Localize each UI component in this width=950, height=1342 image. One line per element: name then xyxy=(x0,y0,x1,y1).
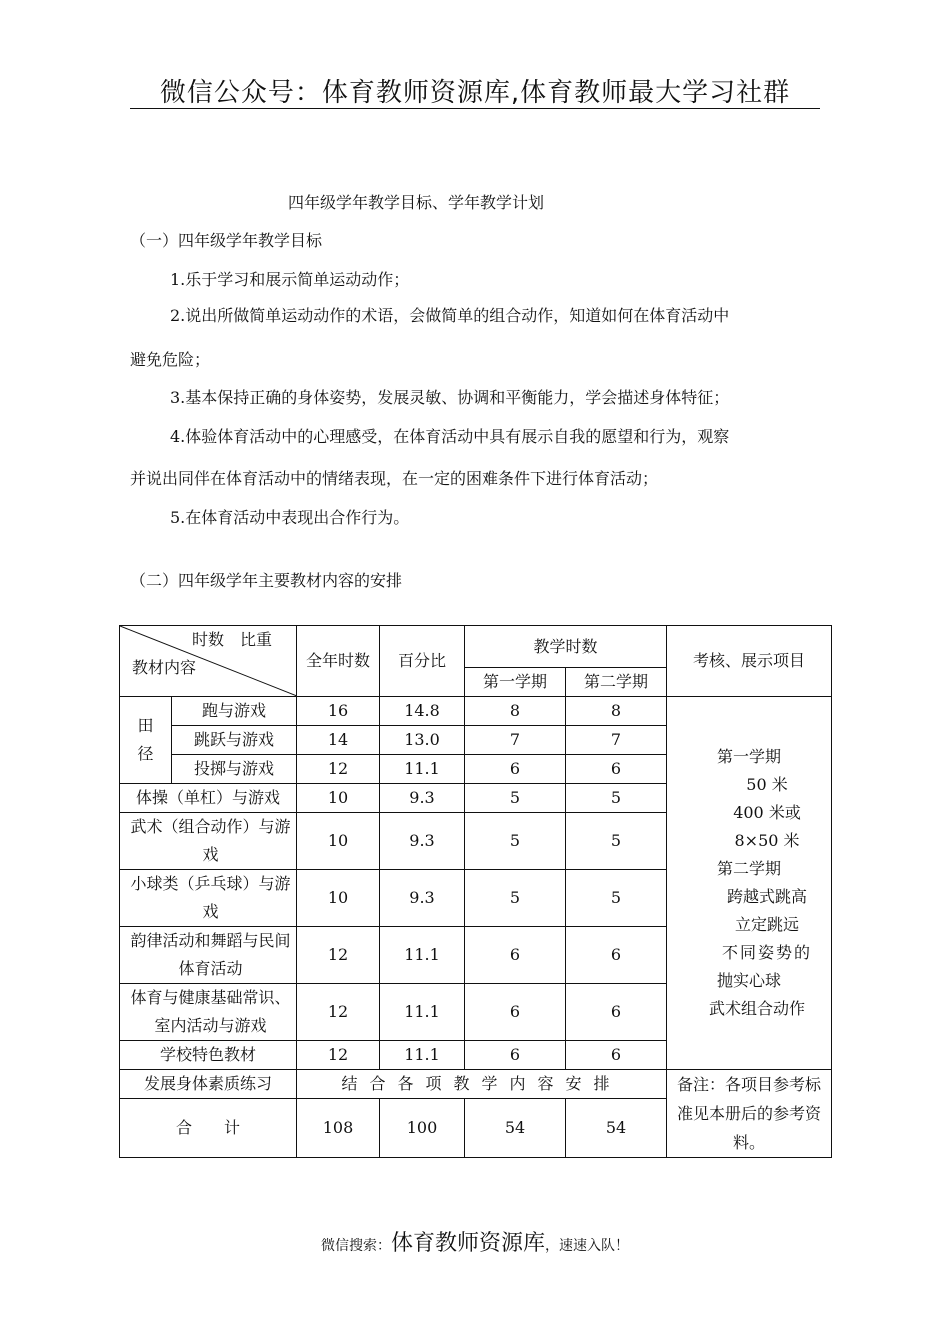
row-term-2: 5 xyxy=(566,813,667,870)
row-name: 投掷与游戏 xyxy=(172,755,297,784)
row-term-2: 8 xyxy=(566,697,667,726)
row-percent: 11.1 xyxy=(380,927,465,984)
row-term-1: 6 xyxy=(465,1041,566,1070)
row-term-2: 6 xyxy=(566,927,667,984)
row-percent: 9.3 xyxy=(380,813,465,870)
exam-items-cell xyxy=(667,697,832,1070)
footer-suffix: ，速速入队！ xyxy=(545,1238,629,1254)
row-total: 10 xyxy=(297,784,380,813)
row-total: 12 xyxy=(297,927,380,984)
header-term-2: 第二学期 xyxy=(566,668,667,697)
row-term-2: 6 xyxy=(566,755,667,784)
exam-item: 立定跳远 xyxy=(735,915,800,934)
row-term-1: 5 xyxy=(465,870,566,927)
row-percent: 11.1 xyxy=(380,1041,465,1070)
row-total: 10 xyxy=(297,813,380,870)
header-term-1: 第一学期 xyxy=(465,668,566,697)
row-term-1: 5 xyxy=(465,784,566,813)
goal-3: 3.基本保持正确的身体姿势，发展灵敏、协调和平衡能力，学会描述身体特征； xyxy=(170,388,730,407)
row-name: 体操（单杠）与游戏 xyxy=(120,784,297,813)
header-percent: 百分比 xyxy=(380,626,465,697)
header-teaching-hours: 教学时数 xyxy=(465,626,667,668)
diagonal-header-top: 时数 比重 xyxy=(192,630,273,649)
section-2-heading: （二）四年级学年主要教材内容的安排 xyxy=(130,571,403,590)
row-percent: 9.3 xyxy=(380,870,465,927)
exam-item: 400 米或 xyxy=(733,803,801,822)
row-name: 韵律活动和舞蹈与民间体育活动 xyxy=(120,927,297,984)
goal-5: 5.在体育活动中表现出合作行为。 xyxy=(170,508,410,527)
row-term-1: 8 xyxy=(465,697,566,726)
goal-2-line-2: 避免危险； xyxy=(130,350,211,369)
exam-item: 50 米 xyxy=(746,775,788,794)
total-hours: 108 xyxy=(297,1099,380,1158)
row-percent: 11.1 xyxy=(380,755,465,784)
row-term-1: 6 xyxy=(465,984,566,1041)
row-percent: 14.8 xyxy=(380,697,465,726)
header-total-hours: 全年时数 xyxy=(297,626,380,697)
row-name: 跳跃与游戏 xyxy=(172,726,297,755)
row-total: 12 xyxy=(297,984,380,1041)
header-title: 微信公众号：体育教师资源库,体育教师最大学习社群 xyxy=(159,78,791,108)
goal-1: 1.乐于学习和展示简单运动动作； xyxy=(170,270,410,289)
footer-prefix: 微信搜索： xyxy=(320,1238,391,1254)
row-name: 体育与健康基础常识、室内活动与游戏 xyxy=(120,984,297,1041)
diagonal-header-cell xyxy=(120,626,297,697)
total-percent: 100 xyxy=(380,1099,465,1158)
header-exam-items: 考核、展示项目 xyxy=(667,626,832,697)
row-name: 跑与游戏 xyxy=(172,697,297,726)
exam-item: 8×50 米 xyxy=(734,831,800,850)
row-total: 16 xyxy=(297,697,380,726)
row-percent: 11.1 xyxy=(380,984,465,1041)
row-percent: 9.3 xyxy=(380,784,465,813)
row-name: 小球类（乒乓球）与游戏 xyxy=(120,870,297,927)
tianjing-label: 田径 xyxy=(120,697,172,784)
fitness-row xyxy=(120,1070,832,1099)
row-name: 学校特色教材 xyxy=(120,1041,297,1070)
exam-item: 抛实心球 xyxy=(717,971,782,990)
row-total: 14 xyxy=(297,726,380,755)
goal-4-line-2: 并说出同伴在体育活动中的情绪表现，在一定的困难条件下进行体育活动； xyxy=(130,469,659,488)
row-name: 武术（组合动作）与游戏 xyxy=(120,813,297,870)
curriculum-table xyxy=(119,625,832,1158)
total-term-1: 54 xyxy=(465,1099,566,1158)
total-label: 合 计 xyxy=(120,1099,297,1158)
footer-brand: 体育教师资源库 xyxy=(390,1231,545,1256)
row-term-1: 7 xyxy=(465,726,566,755)
row-total: 10 xyxy=(297,870,380,927)
row-term-1: 6 xyxy=(465,755,566,784)
row-total: 12 xyxy=(297,755,380,784)
row-term-2: 6 xyxy=(566,1041,667,1070)
header-rule xyxy=(130,108,820,109)
section-1-heading: （一）四年级学年教学目标 xyxy=(130,231,323,250)
exam-item: 不同姿势的 xyxy=(722,943,813,962)
row-term-2: 5 xyxy=(566,870,667,927)
goal-4-line-1: 4.体验体育活动中的心理感受，在体育活动中具有展示自我的愿望和行为，观察 xyxy=(170,427,730,446)
row-term-2: 7 xyxy=(566,726,667,755)
total-term-2: 54 xyxy=(566,1099,667,1158)
note-cell: 备注：各项目参考标准见本册后的参考资料。 xyxy=(667,1070,832,1158)
diagonal-header-bottom: 教材内容 xyxy=(132,658,197,677)
row-term-1: 6 xyxy=(465,927,566,984)
exam-term-2-label: 第二学期 xyxy=(717,859,782,878)
exam-item: 武术组合动作 xyxy=(709,999,806,1018)
document-title: 四年级学年教学目标、学年教学计划 xyxy=(287,193,544,212)
goal-2-line-1: 2.说出所做简单运动动作的术语，会做简单的组合动作，知道如何在体育活动中 xyxy=(170,306,730,325)
row-percent: 13.0 xyxy=(380,726,465,755)
fitness-text: 结合各项教学内容安排 xyxy=(297,1070,667,1099)
row-term-2: 6 xyxy=(566,984,667,1041)
exam-item: 跨越式跳高 xyxy=(727,887,808,906)
row-term-2: 5 xyxy=(566,784,667,813)
row-total: 12 xyxy=(297,1041,380,1070)
fitness-label: 发展身体素质练习 xyxy=(120,1070,297,1099)
row-term-1: 5 xyxy=(465,813,566,870)
table-row xyxy=(120,697,832,726)
exam-term-1-label: 第一学期 xyxy=(717,747,782,766)
footer xyxy=(0,1226,950,1257)
